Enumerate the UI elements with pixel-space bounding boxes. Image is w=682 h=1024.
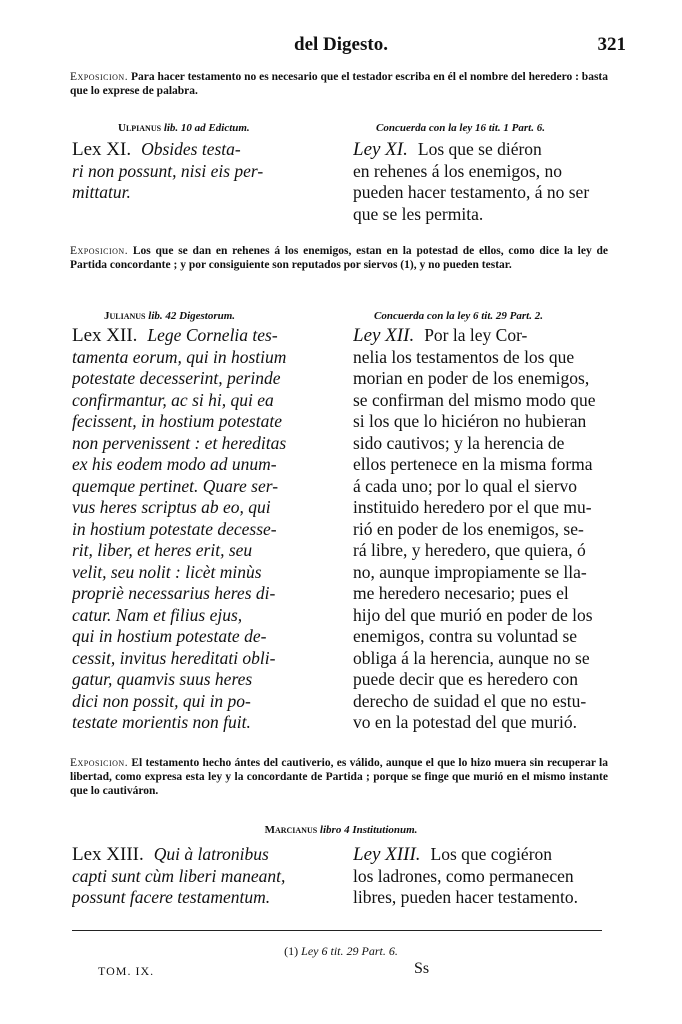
- spanish-line: pueden hacer testamento, á no ser: [353, 182, 590, 202]
- law-label: Ley XI.: [353, 139, 408, 160]
- latin-line: ex his eodem modo ad unum-: [72, 454, 277, 474]
- spanish-line: á cada uno; por lo qual el siervo: [353, 475, 578, 496]
- exposition-text: El testamento hecho ántes del cautiverio, es válido, aunque el que lo hizo muera sin recuperar la libertad, como expresa esta ley y la concordante de Partida ; porque se finge que murió en el mismo instante que lo cautiváron.: [70, 757, 609, 797]
- spanish-text-ley-xi: [353, 139, 608, 225]
- spanish-line: rió en poder de los enemigos, se-: [353, 518, 584, 539]
- exposition-1: [70, 70, 608, 98]
- source-ref: lib. 10 ad Edictum.: [163, 122, 250, 134]
- source-head-left: [118, 122, 250, 134]
- source-head-left: [104, 310, 235, 322]
- footnote: [0, 944, 682, 959]
- latin-line: qui in hostium potestate de-: [72, 626, 267, 646]
- source-ref: libro 4 Institutionum.: [319, 824, 418, 836]
- exposition-text: Los que se dan en rehenes á los enemigos, estan en la potestad de ellos, como dice la ley de Partida concordante ; y por consiguiente son reputados por siervos (1), y no pueden testar.: [70, 245, 608, 271]
- source-author: Ulpianus: [118, 122, 162, 134]
- latin-text-lex-xii: [72, 325, 330, 734]
- spanish-line: Ley XIII. Los que cogiéron: [353, 844, 553, 865]
- spanish-line: vo en la potestad del que murió.: [353, 712, 578, 732]
- law-label: Ley XII.: [353, 325, 415, 346]
- law-label: Ley XIII.: [353, 844, 421, 865]
- exposition-3: [70, 756, 608, 798]
- latin-line: vus heres scriptus ab eo, qui: [72, 497, 271, 517]
- law-label: Lex XIII.: [72, 844, 144, 865]
- spanish-line: me heredero necesario; pues el: [353, 583, 569, 603]
- spanish-line: instituido heredero por el que mu-: [353, 497, 592, 517]
- spanish-line: morian en poder de los enemigos,: [353, 368, 590, 388]
- latin-line: testate morientis non fuit.: [72, 712, 251, 732]
- spanish-line: nelia los testamentos de los que: [353, 346, 575, 367]
- spanish-line: se confirman del mismo modo que: [353, 389, 596, 410]
- spanish-line: rá libre, y heredero, que quiera, ó: [353, 540, 586, 560]
- latin-line: gatur, quamvis suus heres: [72, 669, 253, 689]
- exposition-lead: Exposicion.: [70, 757, 129, 769]
- latin-line: quemque pertinet. Quare ser-: [72, 475, 279, 496]
- source-head-center: [0, 824, 682, 836]
- spanish-line: Ley XII. Por la ley Cor-: [353, 325, 528, 346]
- concordance-head-right: Concuerda con la ley 6 tit. 29 Part. 2.: [374, 310, 543, 322]
- latin-line: non pervenissent : et hereditas: [72, 432, 287, 453]
- spanish-line: en rehenes á los enemigos, no: [353, 160, 562, 181]
- source-ref: lib. 42 Digestorum.: [148, 310, 236, 322]
- latin-line: Lex XII. Lege Cornelia tes-: [72, 325, 278, 346]
- latin-line: rit, liber, et heres erit, seu: [72, 540, 253, 560]
- latin-line: fecissent, in hostium potestate: [72, 411, 282, 431]
- spanish-line: Ley XI. Los que se diéron: [353, 139, 542, 160]
- latin-line: tamenta eorum, qui in hostium: [72, 346, 287, 367]
- latin-line: Lex XI. Obsides testa-: [72, 139, 241, 160]
- exposition-lead: Exposicion.: [70, 245, 129, 257]
- spanish-line: enemigos, contra su voluntad se: [353, 626, 578, 646]
- spanish-line: obliga á la herencia, aunque no se: [353, 647, 590, 668]
- latin-text-lex-xiii: [72, 844, 330, 909]
- footnote-reference: Ley 6 tit. 29 Part. 6.: [301, 944, 398, 958]
- footnote-rule: [72, 930, 602, 931]
- latin-line: in hostium potestate decesse-: [72, 518, 277, 539]
- footnote-mark: (1): [284, 944, 299, 958]
- latin-line: Lex XIII. Qui à latronibus: [72, 844, 269, 865]
- running-head-title: del Digesto.: [294, 34, 388, 55]
- spanish-line: hijo del que murió en poder de los: [353, 604, 593, 625]
- spanish-line: los ladrones, como permanecen: [353, 865, 574, 886]
- exposition-2: [70, 244, 608, 272]
- law-label: Lex XI.: [72, 139, 132, 160]
- latin-line: possunt facere testamentum.: [72, 887, 271, 907]
- concordance-head-right: Concuerda con la ley 16 tit. 1 Part. 6.: [376, 122, 545, 134]
- spanish-line: ellos pertenece en la misma forma: [353, 454, 593, 474]
- latin-line: confirmantur, ac si hi, qui ea: [72, 389, 274, 410]
- latin-line: cessit, invitus hereditati obli-: [72, 647, 276, 668]
- tome-number: TOM. IX.: [98, 964, 155, 978]
- latin-line: potestate decesserint, perinde: [72, 368, 281, 388]
- spanish-line: que se les permita.: [353, 203, 484, 224]
- latin-line: catur. Nam et filius ejus,: [72, 604, 243, 625]
- law-label: Lex XII.: [72, 325, 138, 346]
- latin-line: mittatur.: [72, 182, 131, 202]
- spanish-line: no, aunque impropiamente se lla-: [353, 561, 587, 582]
- spanish-text-ley-xii: [353, 325, 608, 734]
- printer-signature: Ss: [414, 960, 430, 977]
- spanish-text-ley-xiii: [353, 844, 608, 909]
- spanish-line: puede decir que es heredero con: [353, 669, 578, 689]
- exposition-text: Para hacer testamento no es necesario que el testador escriba en él el nombre del heredero : basta que lo exprese de palabra.: [70, 71, 609, 97]
- latin-line: ri non possunt, nisi eis per-: [72, 160, 264, 181]
- latin-line: velit, seu nolit : licèt minùs: [72, 561, 262, 582]
- spanish-line: libres, pueden hacer testamento.: [353, 887, 578, 907]
- latin-line: capti sunt cùm liberi maneant,: [72, 865, 286, 886]
- latin-line: dici non possit, qui in po-: [72, 690, 251, 711]
- page-number: 321: [597, 34, 626, 55]
- exposition-lead: Exposicion.: [70, 71, 129, 83]
- spanish-line: si los que lo hiciéron no hubieran: [353, 411, 587, 431]
- source-author: Julianus: [104, 310, 146, 322]
- source-author: Marcianus: [264, 824, 318, 836]
- spanish-line: derecho de suidad el que no estu-: [353, 690, 587, 711]
- latin-text-lex-xi: [72, 139, 330, 204]
- spanish-line: sido cautivos; y la herencia de: [353, 432, 565, 453]
- latin-line: propriè necessarius heres di-: [72, 583, 276, 603]
